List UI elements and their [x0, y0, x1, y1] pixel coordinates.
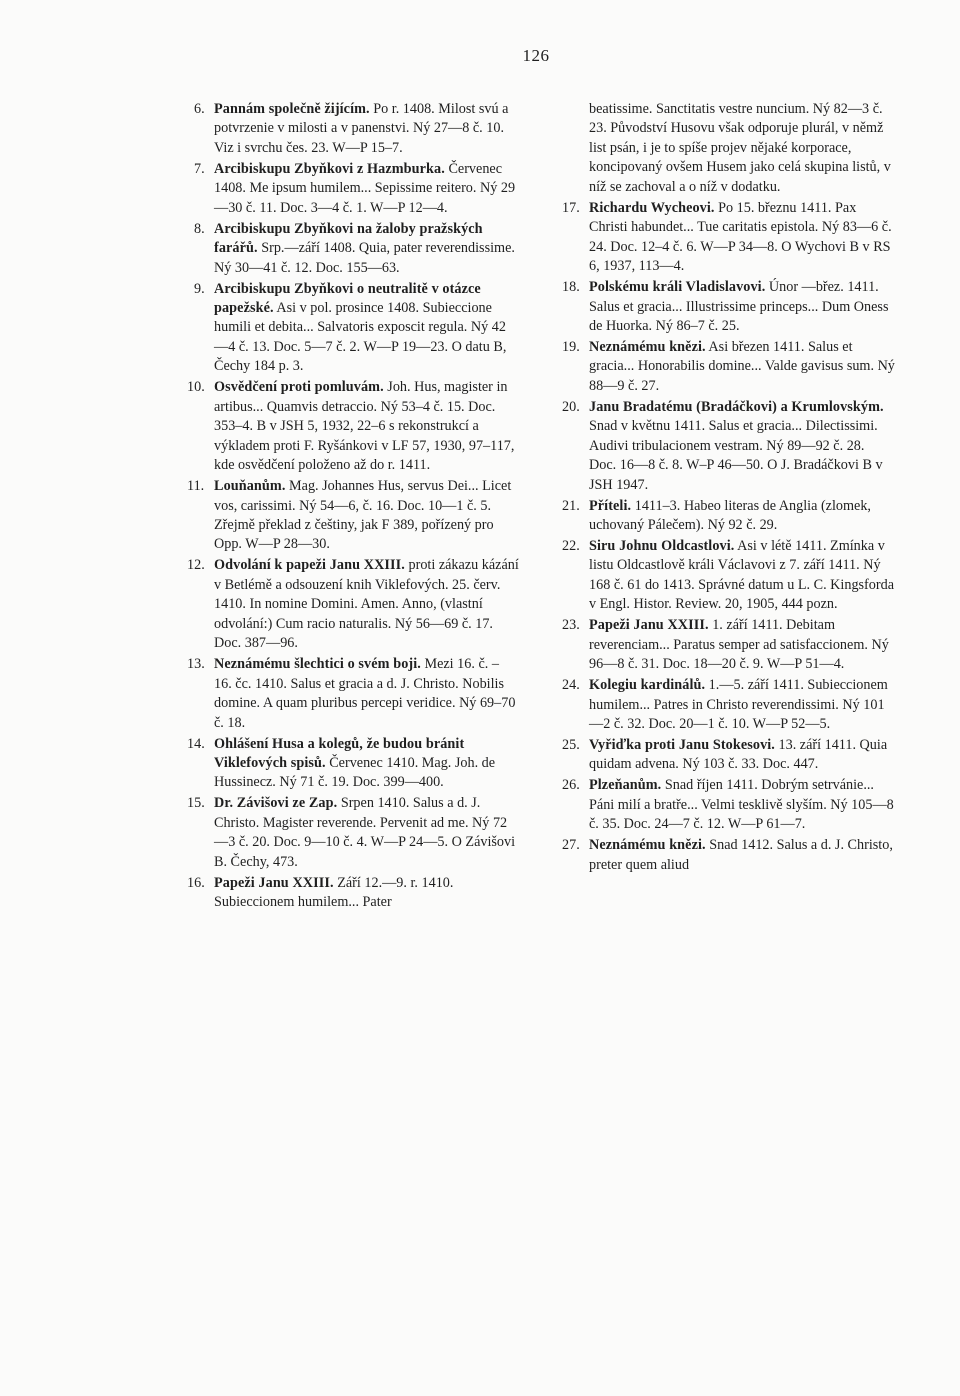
entry-body: 1411–3. Habeo literas de Anglia (zlomek, uchovaný Pálečem). Ný 92 č. 29.	[589, 497, 871, 534]
entry-title: Vyřiďka proti Janu Stokesovi.	[589, 737, 775, 753]
letter-entry	[190, 160, 520, 218]
entry-title: Osvědčení proti pomluvám.	[214, 379, 384, 396]
letter-entry	[187, 378, 520, 475]
entry-body: 1.—5. září 1411. Subieccionem humilem... Patres in Christo reverendissimi. Ný 101—2 č. 32. Doc. 20—1 č. 10. W—P 52—5.	[589, 677, 888, 733]
entry-title: Arcibiskupu Zbyňkovi o neutralitě v otázce papežské.	[214, 280, 481, 317]
entry-title: Neznámému knězi.	[589, 837, 706, 854]
entry-number: 12.	[187, 557, 205, 574]
letter-entry	[187, 655, 520, 733]
entry-number: 22.	[562, 537, 580, 554]
entry-body: Snad 1412. Salus a d. J. Christo, preter quem aliud	[589, 837, 893, 873]
letter-entry	[562, 537, 895, 615]
letter-entry	[187, 556, 520, 653]
entry-body: 13. září 1411. Quia quidam advena. Ný 103 č. 33. Doc. 447.	[589, 737, 888, 773]
entry-title: Louňanům.	[214, 478, 286, 495]
entry-number: 13.	[187, 656, 205, 673]
right-column	[562, 100, 895, 877]
entry-body: Srpen 1410. Salus a d. J. Christo. Magister reverende. Pervenit ad me. Ný 72—3 č. 20. Doc. 9—10 č. 4. W—P 24—5. O Závišovi B. Čechy, 473.	[214, 795, 516, 870]
entry-number: 14.	[187, 735, 205, 752]
entry-body: Srp.—září 1408. Quia, pater reverendissime. Ný 30—41 č. 12. Doc. 155—63.	[214, 240, 515, 276]
letter-entry	[562, 836, 895, 875]
letter-entry	[187, 874, 520, 913]
entry-title: Arcibiskupu Zbyňkovi na žaloby pražských farářů.	[214, 220, 483, 257]
entry-number: 18.	[562, 279, 580, 296]
entry-body: beatissime. Sanctitatis vestre nuncium. Ný 82—3 č. 23. Původství Husovu však odporuje plurál, v němž list psán, i je to spíše projev nějaké korporace, koncipovaný ovšem Husem jako celá skupina listů, v níž se zachoval a o níž v dodatku.	[589, 101, 891, 195]
letter-entry	[562, 776, 895, 834]
entry-title: Pannám společně žijícím.	[214, 101, 370, 117]
entry-title: Odvolání k papeži Janu XXIII.	[214, 557, 405, 574]
entry-body: Po r. 1408. Milost svú a potvrzenie v milosti a v panenstvi. Ný 27—8 č. 10. Viz i svrchu čes. 23. W—P 15–7.	[214, 101, 509, 156]
letter-entry	[187, 477, 520, 555]
entry-title: Arcibiskupu Zbyňkovi z Hazmburka.	[214, 160, 445, 177]
entry-title: Siru Johnu Oldcastlovi.	[589, 537, 735, 554]
page-number: 126	[522, 46, 550, 65]
entry-number: 16.	[187, 874, 205, 891]
entry-body: Červenec 1408. Me ipsum humilem... Sepissime reitero. Ný 29—30 č. 11. Doc. 3—4 č. 1. W—P 12—4.	[214, 160, 516, 216]
letter-entry	[562, 199, 895, 277]
entry-number: 26.	[562, 777, 580, 794]
entry-number: 11.	[187, 478, 205, 495]
entry-title: Polskému králi Vladislavovi.	[589, 279, 766, 296]
letter-entry	[190, 100, 520, 158]
entry-body: proti zákazu kázání v Betlémě a odsouzení knih Viklefových. 25. červ. 1410. In nomine Domini. Amen. Anno, (vlastní odvolání:) Cum racio naturalis. Ný 56—69 č. 17. Doc. 387—96.	[214, 557, 519, 652]
letter-entry	[187, 735, 520, 793]
entry-body: Po 15. březnu 1411. Pax Christi habundet... Tue caritatis epistola. Ný 83—6 č. 24. Doc. 12–4 č. 6. W—P 34—8. O Wychovi B v RS 6, 1937, 113—4.	[589, 199, 892, 275]
letter-entry	[562, 497, 895, 536]
entry-body: Září 12.—9. r. 1410. Subieccionem humilem... Pater	[214, 874, 454, 911]
letter-entry	[562, 616, 895, 674]
entry-number: 23.	[562, 617, 580, 634]
letter-entry	[190, 280, 520, 377]
entry-number: 8.	[194, 220, 205, 237]
letter-entry	[562, 278, 895, 336]
letter-entry	[562, 338, 895, 396]
left-column	[187, 100, 520, 914]
entry-body: Snad v květnu 1411. Salus et gracia... Dilectissimi. Audivi tribulacionem vestram. Ný 89—92 č. 28. Doc. 16—8 č. 8. W–P 46—50. O J. Bradáčkovi B v JSH 1947.	[589, 418, 883, 493]
entry-body: Mezi 16. č. – 16. čc. 1410. Salus et gracia a d. J. Christo. Nobilis domine. A quam pluribus percepi veridice. Ný 69–70 č. 18.	[214, 656, 516, 731]
entry-body: Asi v létě 1411. Zmínka v listu Oldcastlově králi Václavovi z 7. září 1411. Ný 168 č. 61 do 1413. Správné datum u L. C. Kingsforda v Engl. Histor. Review. 20, 1905, 444 pozn.	[589, 537, 894, 613]
letter-entry	[187, 794, 520, 872]
entry-number: 10.	[187, 379, 205, 396]
entry-body: Snad říjen 1411. Dobrým setrvánie... Páni milí a bratře... Velmi tesklivě slyším. Ný 105—8 č. 35. Doc. 24—7 č. 12. W—P 61—7.	[589, 777, 894, 833]
entry-title: Papeži Janu XXIII.	[214, 874, 334, 891]
letter-entry	[565, 100, 895, 197]
entry-body: Asi březen 1411. Salus et gracia... Honorabilis domine... Valde gavisus sum. Ný 88—9 č. 27.	[589, 338, 895, 394]
entry-number: 19.	[562, 338, 580, 355]
entry-number: 25.	[562, 737, 580, 753]
entry-body: Mag. Johannes Hus, servus Dei... Licet vos, carissimi. Ný 54—6, č. 16. Doc. 10—1 č. 5. Zřejmě překlad z češtiny, jak F 389, pořízený pro Opp. W—P 28—30.	[214, 478, 512, 553]
entry-body: Červenec 1410. Mag. Joh. de Hussinecz. Ný 71 č. 19. Doc. 399—400.	[214, 754, 496, 791]
entry-number: 15.	[187, 795, 205, 812]
entry-body: 1. září 1411. Debitam reverenciam... Paratus semper ad satisfaccionem. Ný 96—8 č. 31. Doc. 18—20 č. 9. W—P 51—4.	[589, 617, 889, 673]
entry-title: Dr. Závišovi ze Zap.	[214, 795, 338, 812]
entry-title: Papeži Janu XXIII.	[589, 617, 709, 634]
letter-entry	[562, 398, 895, 495]
entry-number: 17.	[562, 199, 580, 216]
letter-entry	[562, 676, 895, 734]
entry-title: Neznámému knězi.	[589, 338, 706, 355]
entry-number: 24.	[562, 677, 580, 694]
entry-number: 27.	[562, 837, 580, 854]
entry-number: 21.	[562, 497, 580, 514]
entry-number: 6.	[194, 101, 205, 117]
entry-number: 20.	[562, 398, 580, 415]
entry-number: 9.	[194, 280, 205, 297]
entry-body: Joh. Hus, magister in artibus... Quamvis detraccio. Ný 53–4 č. 15. Doc. 353–4. B v JSH 5, 1932, 22–6 s rekonstrukcí a výkladem proti F. Ryšánkovi v LF 57, 1930, 97–117, kde osvědčení položeno až do r. 1411.	[214, 379, 515, 474]
entry-title: Neznámému šlechtici o svém boji.	[214, 656, 421, 673]
entry-title: Příteli.	[589, 497, 632, 514]
entry-body: Asi v pol. prosince 1408. Subieccione humili et debita... Salvatoris exposcit regula. Ný 42—4 č. 13. Doc. 5—7 č. 2. W—P 19—23. O datu B, Čechy 184 p. 3.	[214, 300, 507, 375]
entry-number: 7.	[194, 160, 205, 177]
entry-body: Únor —břez. 1411. Salus et gracia... Illustrissime princeps... Dum Oness de Huorka. Ný 86–7 č. 25.	[589, 279, 889, 334]
entry-title: Kolegiu kardinálů.	[589, 677, 706, 694]
letter-entry	[562, 736, 895, 775]
entry-title: Janu Bradatému (Bradáčkovi) a Krumlovským.	[589, 398, 884, 415]
entry-title: Ohlášení Husa a kolegů, že budou bránit Viklefových spisů.	[214, 735, 465, 771]
entry-title: Plzeňanům.	[589, 777, 662, 794]
entry-title: Richardu Wycheovi.	[589, 199, 715, 216]
letter-entry	[190, 220, 520, 278]
